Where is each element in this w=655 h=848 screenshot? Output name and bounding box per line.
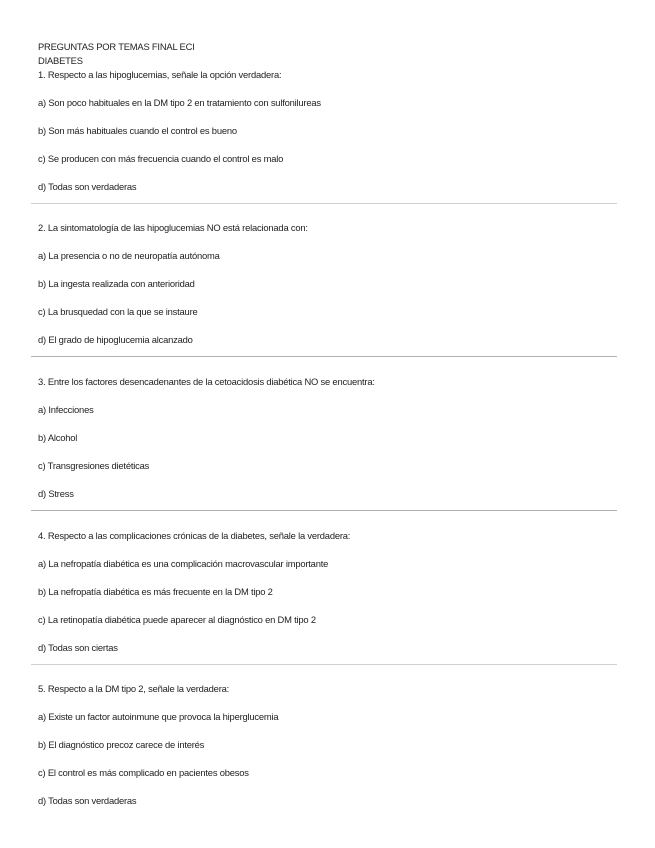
question-1: [38, 68, 618, 208]
divider: [31, 203, 617, 204]
section-title: DIABETES: [38, 55, 83, 66]
option-a: a) Existe un factor autoinmune que provoca la hiperglucemia: [38, 711, 279, 722]
option-b: b) Son más habituales cuando el control es bueno: [38, 125, 237, 136]
option-c: c) La brusquedad con la que se instaure: [38, 306, 198, 317]
document-title: PREGUNTAS POR TEMAS FINAL ECI: [38, 41, 195, 52]
option-a: a) La nefropatía diabética es una complicación macrovascular importante: [38, 558, 329, 569]
option-b: b) La ingesta realizada con anterioridad: [38, 278, 195, 289]
question-2: [38, 221, 618, 361]
option-c: c) Transgresiones dietéticas: [38, 460, 150, 471]
question-text: 4. Respecto a las complicaciones crónicas de la diabetes, señale la verdadera:: [38, 530, 351, 541]
document-header: [38, 40, 195, 68]
option-a: a) Son poco habituales en la DM tipo 2 en tratamiento con sulfonilureas: [38, 97, 321, 108]
option-b: b) El diagnóstico precoz carece de interés: [38, 739, 205, 750]
question-4: [38, 529, 618, 669]
option-c: c) El control es más complicado en pacientes obesos: [38, 767, 249, 778]
option-d: d) Todas son verdaderas: [38, 795, 137, 806]
option-c: c) La retinopatía diabética puede aparecer al diagnóstico en DM tipo 2: [38, 614, 316, 625]
question-text: 2. La sintomatología de las hipoglucemias NO está relacionada con:: [38, 222, 308, 233]
question-text: 5. Respecto a la DM tipo 2, señale la verdadera:: [38, 683, 230, 694]
divider: [31, 664, 617, 665]
divider: [31, 356, 617, 357]
question-3: [38, 375, 618, 515]
option-d: d) El grado de hipoglucemia alcanzado: [38, 334, 193, 345]
option-d: d) Stress: [38, 488, 74, 499]
divider: [31, 510, 617, 511]
option-d: d) Todas son verdaderas: [38, 181, 137, 192]
option-c: c) Se producen con más frecuencia cuando el control es malo: [38, 153, 284, 164]
option-b: b) La nefropatía diabética es más frecuente en la DM tipo 2: [38, 586, 273, 597]
option-b: b) Alcohol: [38, 432, 78, 443]
option-a: a) La presencia o no de neuropatía autónoma: [38, 250, 220, 261]
question-5: [38, 682, 618, 822]
option-d: d) Todas son ciertas: [38, 642, 118, 653]
option-a: a) Infecciones: [38, 404, 94, 415]
question-text: 1. Respecto a las hipoglucemias, señale la opción verdadera:: [38, 69, 282, 80]
question-text: 3. Entre los factores desencadenantes de la cetoacidosis diabética NO se encuentra:: [38, 376, 375, 387]
